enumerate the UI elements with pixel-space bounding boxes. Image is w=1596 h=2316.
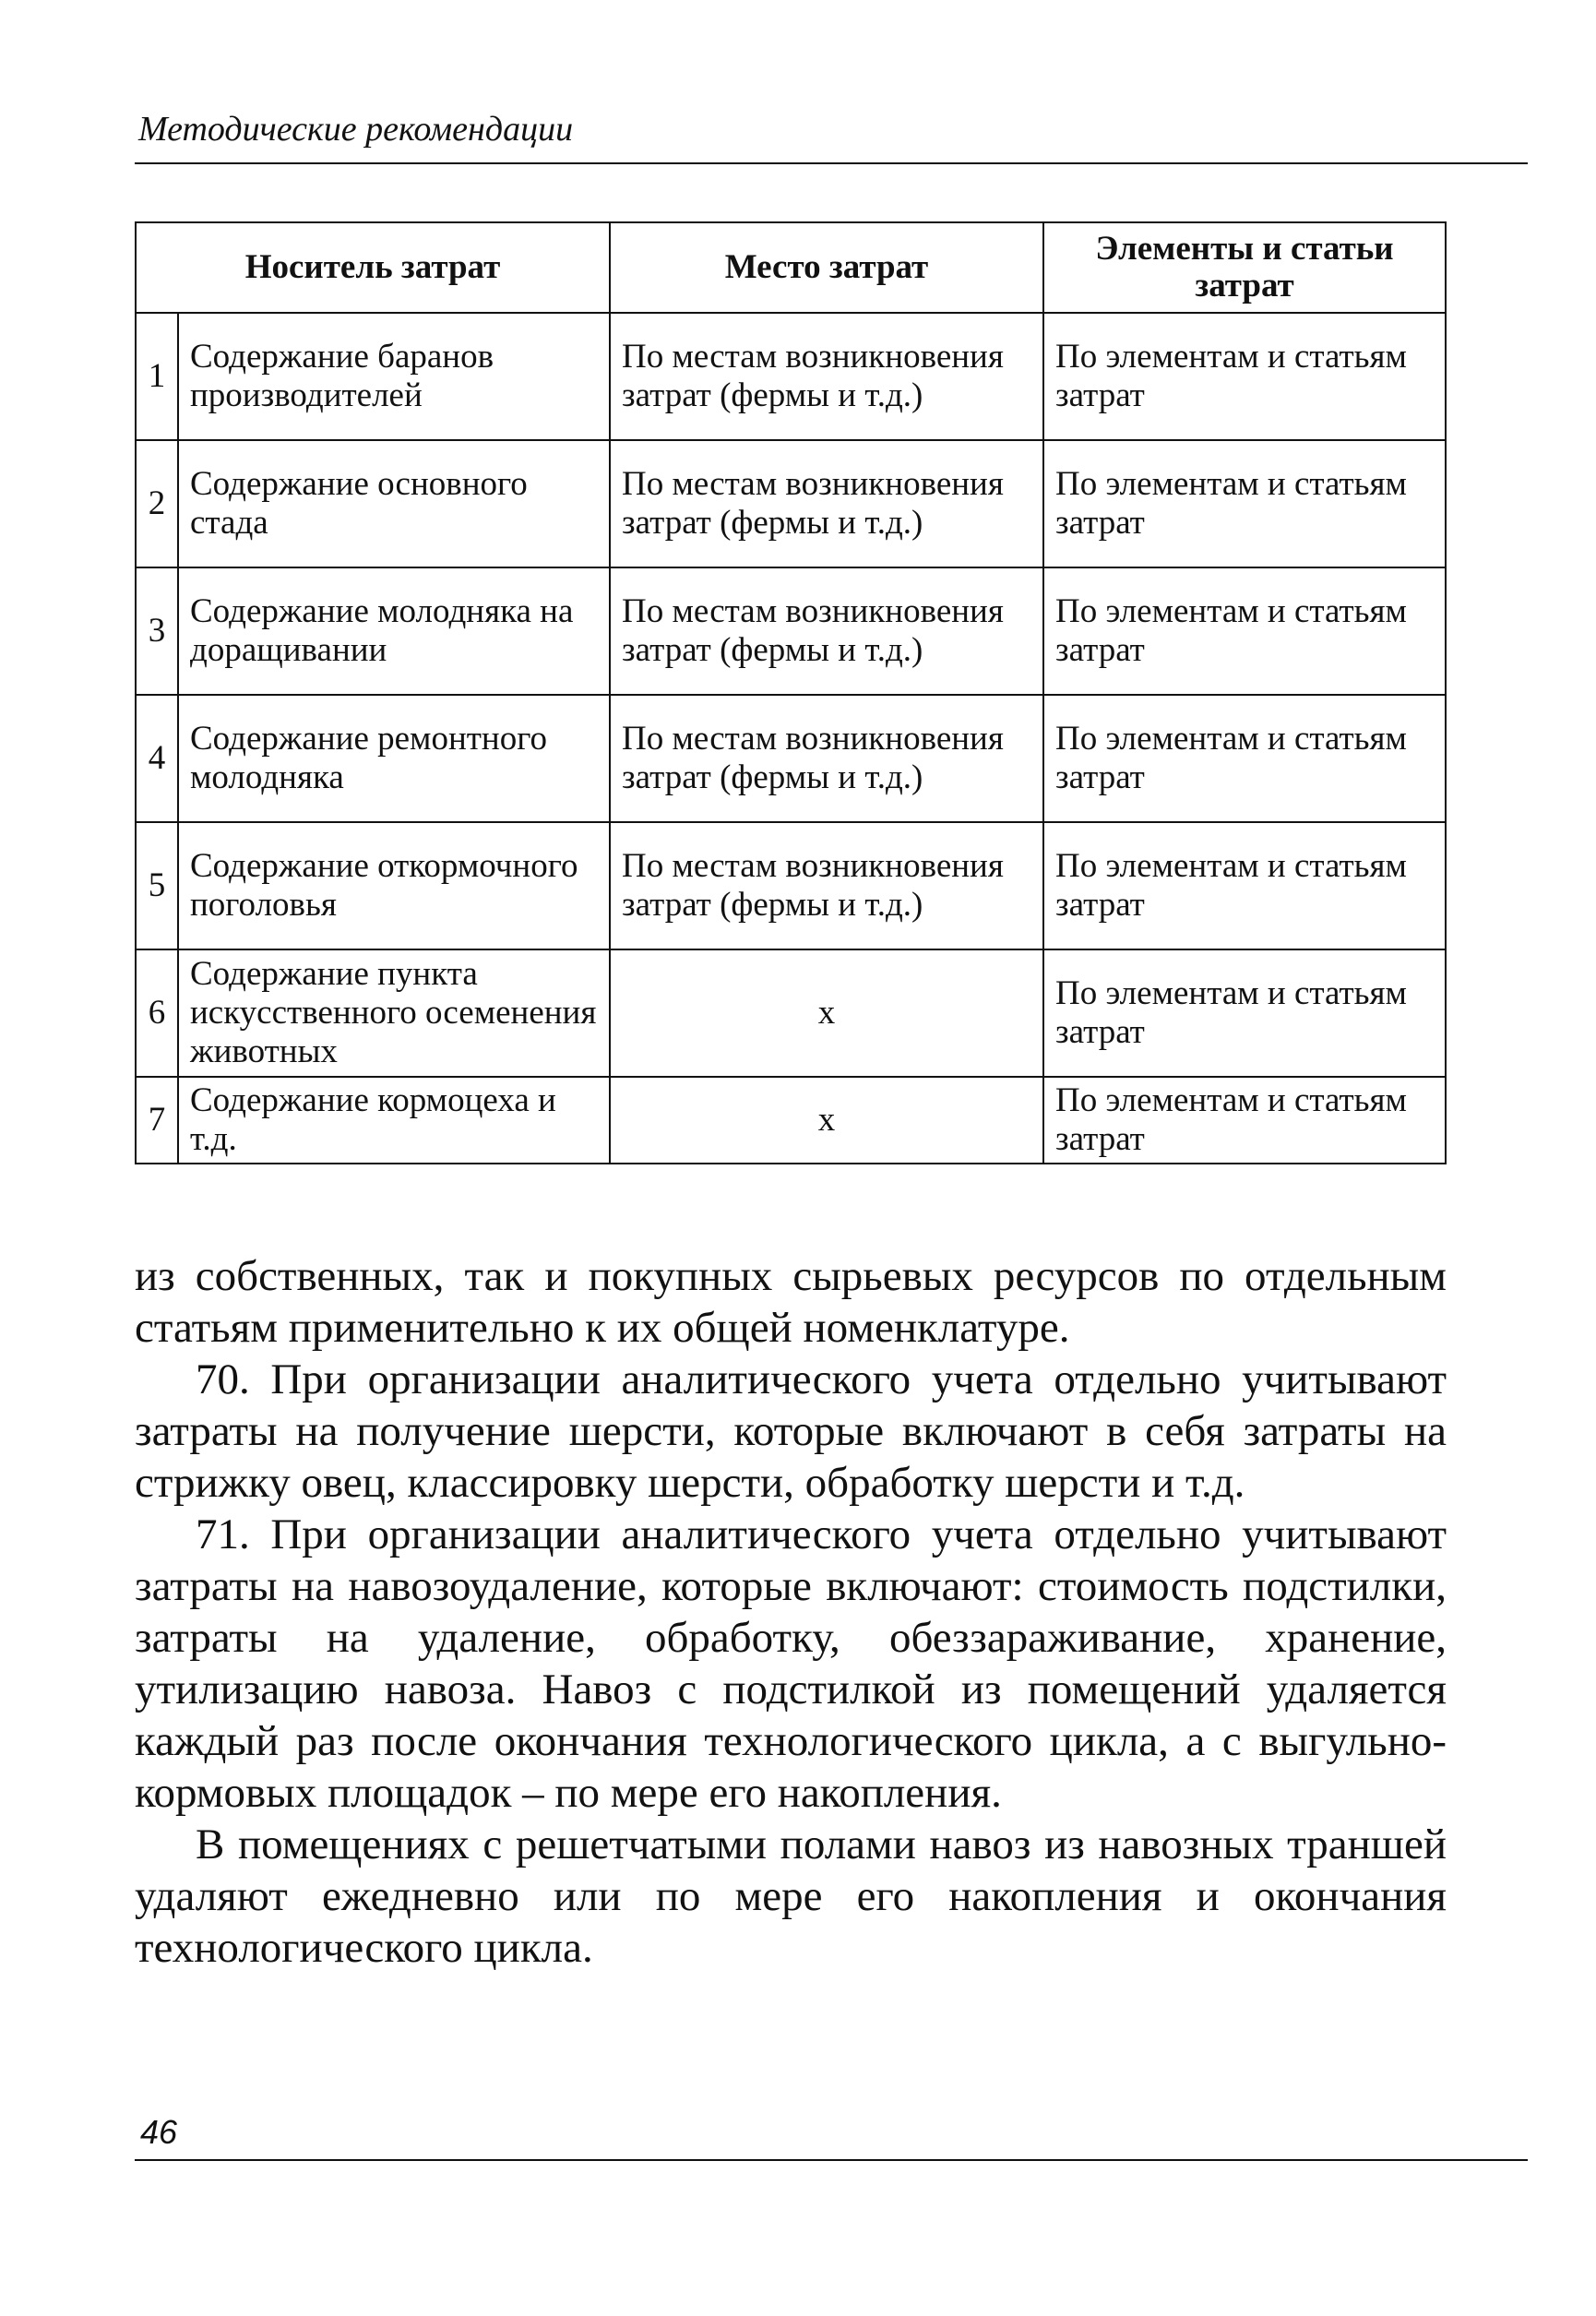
row-number: 4: [136, 695, 178, 822]
paragraph-continuation: из собственных, так и покупных сырьевых ресурсов по отдельным статьям применительно к их общей номенклатуре.: [135, 1252, 1447, 1352]
table-row: [136, 440, 1446, 567]
cost-elements: По элементам и статьям затрат: [1043, 1077, 1446, 1164]
table-row: [136, 313, 1446, 440]
cost-place: По местам возникновения затрат (фермы и т.д.): [610, 313, 1043, 440]
paragraph-71: 71. При организации аналитического учета отдельно учитывают затраты на навозоудаление, которые включают: стоимость подстилки, затраты на удаление, обработку, обеззараживание, хранение, утилизацию навоза. Навоз с подстилкой из помещений удаляется каждый раз после окончания технологического цикла, а с выгульно-кормовых площадок – по мере его накопления.: [135, 1510, 1447, 1817]
row-number: 3: [136, 567, 178, 695]
header-divider: [135, 162, 1528, 164]
paragraph-manure: В помещениях с решетчатыми полами навоз из навозных траншей удаляют ежедневно или по мере его накопления и окончания технологического цикла.: [135, 1821, 1447, 1972]
cost-carrier: Содержание ремонтного молодняка: [178, 695, 610, 822]
row-number: 5: [136, 822, 178, 949]
cost-carrier: Содержание баранов производителей: [178, 313, 610, 440]
paragraph-70: 70. При организации аналитического учета отдельно учитывают затраты на получение шерсти, которые включают в себя затраты на стрижку овец, классировку шерсти, обработку шерсти и т.д.: [135, 1355, 1447, 1507]
cost-carrier: Содержание основного стада: [178, 440, 610, 567]
table-row: [136, 695, 1446, 822]
cost-elements: По элементам и статьям затрат: [1043, 695, 1446, 822]
cost-place: По местам возникновения затрат (фермы и т.д.): [610, 440, 1043, 567]
cost-elements: По элементам и статьям затрат: [1043, 949, 1446, 1077]
table-row: [136, 822, 1446, 949]
cost-place: По местам возникновения затрат (фермы и т.д.): [610, 822, 1043, 949]
header-carrier: Носитель затрат: [136, 222, 610, 313]
running-header: Методические рекомендации: [138, 110, 574, 149]
footer-divider: [135, 2159, 1528, 2161]
cost-place: По местам возникновения затрат (фермы и т.д.): [610, 567, 1043, 695]
cost-place: По местам возникновения затрат (фермы и т.д.): [610, 695, 1043, 822]
row-number: 7: [136, 1077, 178, 1164]
row-number: 1: [136, 313, 178, 440]
table-row: [136, 949, 1446, 1077]
cost-carrier: Содержание молодняка на доращивании: [178, 567, 610, 695]
header-elements: Элементы и статьи затрат: [1043, 222, 1446, 313]
cost-elements: По элементам и статьям затрат: [1043, 822, 1446, 949]
header-place: Место затрат: [610, 222, 1043, 313]
table-header-row: [136, 222, 1446, 313]
cost-place: х: [610, 949, 1043, 1077]
table-row: [136, 567, 1446, 695]
cost-elements: По элементам и статьям затрат: [1043, 440, 1446, 567]
table-row: [136, 1077, 1446, 1164]
page-number: 46: [140, 2113, 178, 2151]
row-number: 2: [136, 440, 178, 567]
cost-table: [135, 221, 1447, 1164]
cost-carrier: Содержание кормоцеха и т.д.: [178, 1077, 610, 1164]
cost-elements: По элементам и статьям затрат: [1043, 567, 1446, 695]
row-number: 6: [136, 949, 178, 1077]
cost-elements: По элементам и статьям затрат: [1043, 313, 1446, 440]
cost-carrier: Содержание пункта искусственного осеменения животных: [178, 949, 610, 1077]
cost-carrier: Содержание откормочного поголовья: [178, 822, 610, 949]
body-text: [135, 1250, 1447, 1974]
cost-place: х: [610, 1077, 1043, 1164]
